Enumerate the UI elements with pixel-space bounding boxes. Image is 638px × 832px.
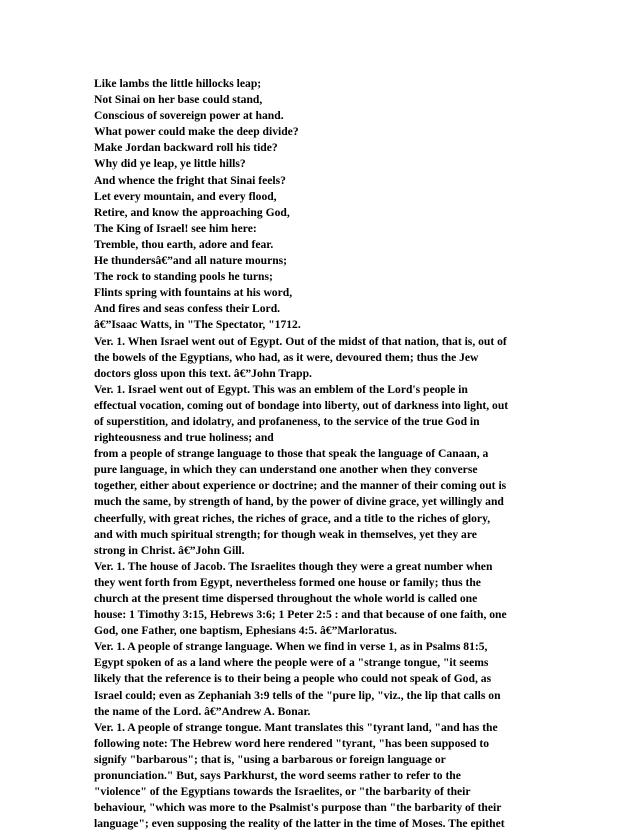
text-line: signify "barbarous"; that is, "using a barbarous or foreign language or [94, 752, 446, 766]
text-line: pronunciation." But, says Parkhurst, the word seems rather to refer to the [94, 769, 461, 783]
text-line: And fires and seas confess their Lord. [94, 302, 281, 316]
text-line: Ver. 1. A people of strange tongue. Mant translates this "tyrant land, "and has the [94, 720, 498, 734]
text-line: they went forth from Egypt, nevertheless formed one house or family; thus the [94, 575, 481, 589]
text-line: The rock to standing pools he turns; [94, 270, 273, 284]
text-line: Tremble, thou earth, adore and fear. [94, 237, 274, 251]
text-line: behaviour, "which was more to the Psalmist's purpose than "the barbarity of their [94, 801, 502, 815]
text-line: following note: The Hebrew word here rendered "tyrant, "has been supposed to [94, 736, 490, 750]
text-line: Retire, and know the approaching God, [94, 205, 290, 219]
text-line: The King of Israel! see him here: [94, 221, 257, 235]
text-line: pure language, in which they can understand one another when they converse [94, 463, 478, 477]
text-line: Conscious of sovereign power at hand. [94, 109, 284, 123]
text-line: language"; even supposing the reality of the latter in the time of Moses. The epithet [94, 817, 505, 831]
text-line: "violence" of the Egyptians towards the Israelites, or "the barbarity of their [94, 785, 471, 799]
text-line: from a people of strange language to those that speak the language of Canaan, a [94, 447, 489, 461]
text-line: of superstition, and idolatry, and profaneness, to the service of the true God in [94, 414, 480, 428]
text-line: â€”Isaac Watts, in "The Spectator, "1712. [94, 318, 301, 332]
text-line: likely that the reference is to their being a people who could not speak of God, as [94, 672, 492, 686]
document-page [94, 76, 554, 832]
text-line: house: 1 Timothy 3:15, Hebrews 3:6; 1 Peter 2:5 : and that because of one faith, one [94, 608, 507, 622]
text-line: Flints spring with fountains at his word, [94, 286, 293, 300]
text-line: Why did ye leap, ye little hills? [94, 157, 246, 171]
text-line: the bowels of the Egyptians, who had, as it were, devoured them; thus the Jew [94, 350, 479, 364]
text-line: And whence the fright that Sinai feels? [94, 173, 286, 187]
text-line: church at the present time dispersed throughout the whole world is called one [94, 592, 478, 605]
text-line: effectual vocation, coming out of bondage into liberty, out of darkness into light, out [94, 398, 509, 412]
text-line: Ver. 1. Israel went out of Egypt. This was an emblem of the Lord's people in [94, 382, 468, 396]
text-line: God, one Father, one baptism, Ephesians 4:5. â€”Marloratus. [94, 624, 397, 638]
text-line: much the same, by strength of hand, by the power of divine grace, yet willingly and [94, 495, 504, 509]
text-line: Let every mountain, and every flood, [94, 189, 277, 203]
text-line: cheerfully, with great riches, the riches of grace, and a title to the riches of glory, [94, 511, 491, 525]
text-line: Make Jordan backward roll his tide? [94, 141, 278, 155]
text-line: Not Sinai on her base could stand, [94, 93, 263, 107]
text-line: and with much spiritual strength; for though weak in themselves, yet they are [94, 527, 477, 541]
text-line: strong in Christ. â€”John Gill. [94, 543, 245, 557]
text-line: the name of the Lord. â€”Andrew A. Bonar. [94, 704, 311, 718]
text-line: Egypt spoken of as a land where the people were of a "strange tongue, "it seems [94, 656, 489, 670]
text-line: Israel could; even as Zephaniah 3:9 tells of the "pure lip, "viz., the lip that calls on [94, 688, 501, 702]
text-line: He thundersâ€”and all nature mourns; [94, 254, 288, 268]
text-line: together, either about experience or doctrine; and the manner of their coming out is [94, 479, 507, 493]
text-line: Ver. 1. A people of strange language. When we find in verse 1, as in Psalms 81:5, [94, 640, 488, 654]
text-line: doctors gloss upon this text. â€”John Trapp. [94, 366, 312, 380]
text-line: righteousness and true holiness; and [94, 431, 274, 445]
text-line: Ver. 1. When Israel went out of Egypt. Out of the midst of that nation, that is, out of [94, 334, 507, 348]
text-line: Ver. 1. The house of Jacob. The Israelites though they were a great number when [94, 559, 493, 573]
text-line: Like lambs the little hillocks leap; [94, 77, 262, 90]
text-line: What power could make the deep divide? [94, 125, 299, 139]
